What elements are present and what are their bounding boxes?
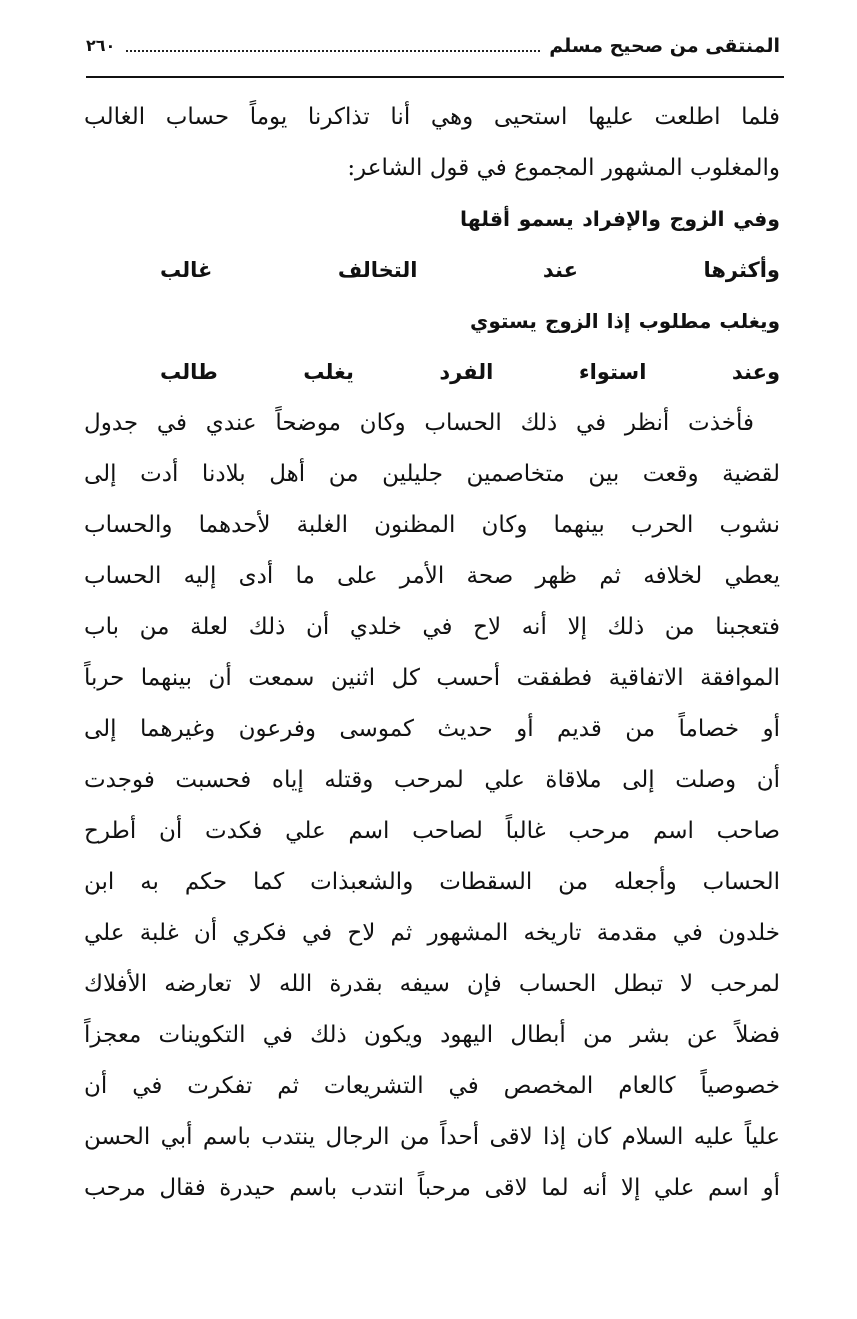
header-rule xyxy=(86,76,784,78)
text-line: يعطي لخلافه ثم ظهر صحة الأمر على ما أدى إليه الحساب xyxy=(84,563,780,589)
text-line: أن وصلت إلى ملاقاة علي لمرحب وقتله إياه فحسبت فوجدت xyxy=(84,767,780,793)
text-line: والمغلوب المشهور المجموع في قول الشاعر: xyxy=(347,155,780,181)
text-line: الحساب وأجعله من السقطات والشعبذات كما حكم به ابن xyxy=(84,869,780,895)
text-line: نشوب الحرب بينهما وكان المظنون الغلبة لأحدهما والحساب xyxy=(84,512,780,538)
text-line: علياً عليه السلام كان إذا لاقى أحداً من الرجال ينتدب باسم أبي الحسن xyxy=(84,1124,780,1150)
text-line: فأخذت أنظر في ذلك الحساب وكان موضحاً عندي في جدول xyxy=(84,410,754,436)
text-line: أو اسم علي إلا أنه لما لاقى مرحباً انتدب باسم حيدرة فقال مرحب xyxy=(84,1175,780,1201)
page-body xyxy=(84,92,780,1214)
book-title: المنتقى من صحيح مسلم xyxy=(549,35,780,57)
poem-verse: ويغلب مطلوب إذا الزوج يستوي xyxy=(470,309,780,333)
text-line: لمرحب لا تبطل الحساب فإن سيفه بقدرة الله لا تعارضه الأفلاك xyxy=(84,971,780,997)
page-number: ٢٦٠ xyxy=(86,36,116,55)
poem-verse: وأكثرها عند التخالف غالب xyxy=(160,258,780,282)
running-header xyxy=(86,34,780,74)
text-line: فلما اطلعت عليها استحيى وهي أنا تذاكرنا يوماً حساب الغالب xyxy=(84,104,780,130)
text-line: لقضية وقعت بين متخاصمين جليلين من أهل بلادنا أدت إلى xyxy=(84,461,780,487)
text-line: الموافقة الاتفاقية فطفقت أحسب كل اثنين سمعت أن بينهما حرباً xyxy=(84,665,780,691)
text-line: خصوصياً كالعام المخصص في التشريعات ثم تفكرت في أن xyxy=(84,1073,780,1099)
text-line: خلدون في مقدمة تاريخه المشهور ثم لاح في فكري أن غلبة علي xyxy=(84,920,780,946)
text-line: أو خصاماً من قديم أو حديث كموسى وفرعون وغيرهما إلى xyxy=(84,716,780,742)
poem-verse: وعند استواء الفرد يغلب طالب xyxy=(160,360,780,384)
text-line: فتعجبنا من ذلك إلا أنه لاح في خلدي أن ذلك لعلة من باب xyxy=(84,614,780,640)
text-line: فضلاً عن بشر من أبطال اليهود ويكون ذلك في التكوينات معجزاً xyxy=(84,1022,780,1048)
text-line: صاحب اسم مرحب غالباً لصاحب اسم علي فكدت أن أطرح xyxy=(84,818,780,844)
poem-verse: وفي الزوج والإفراد يسمو أقلها xyxy=(460,207,780,231)
header-leader-dots xyxy=(126,50,540,52)
